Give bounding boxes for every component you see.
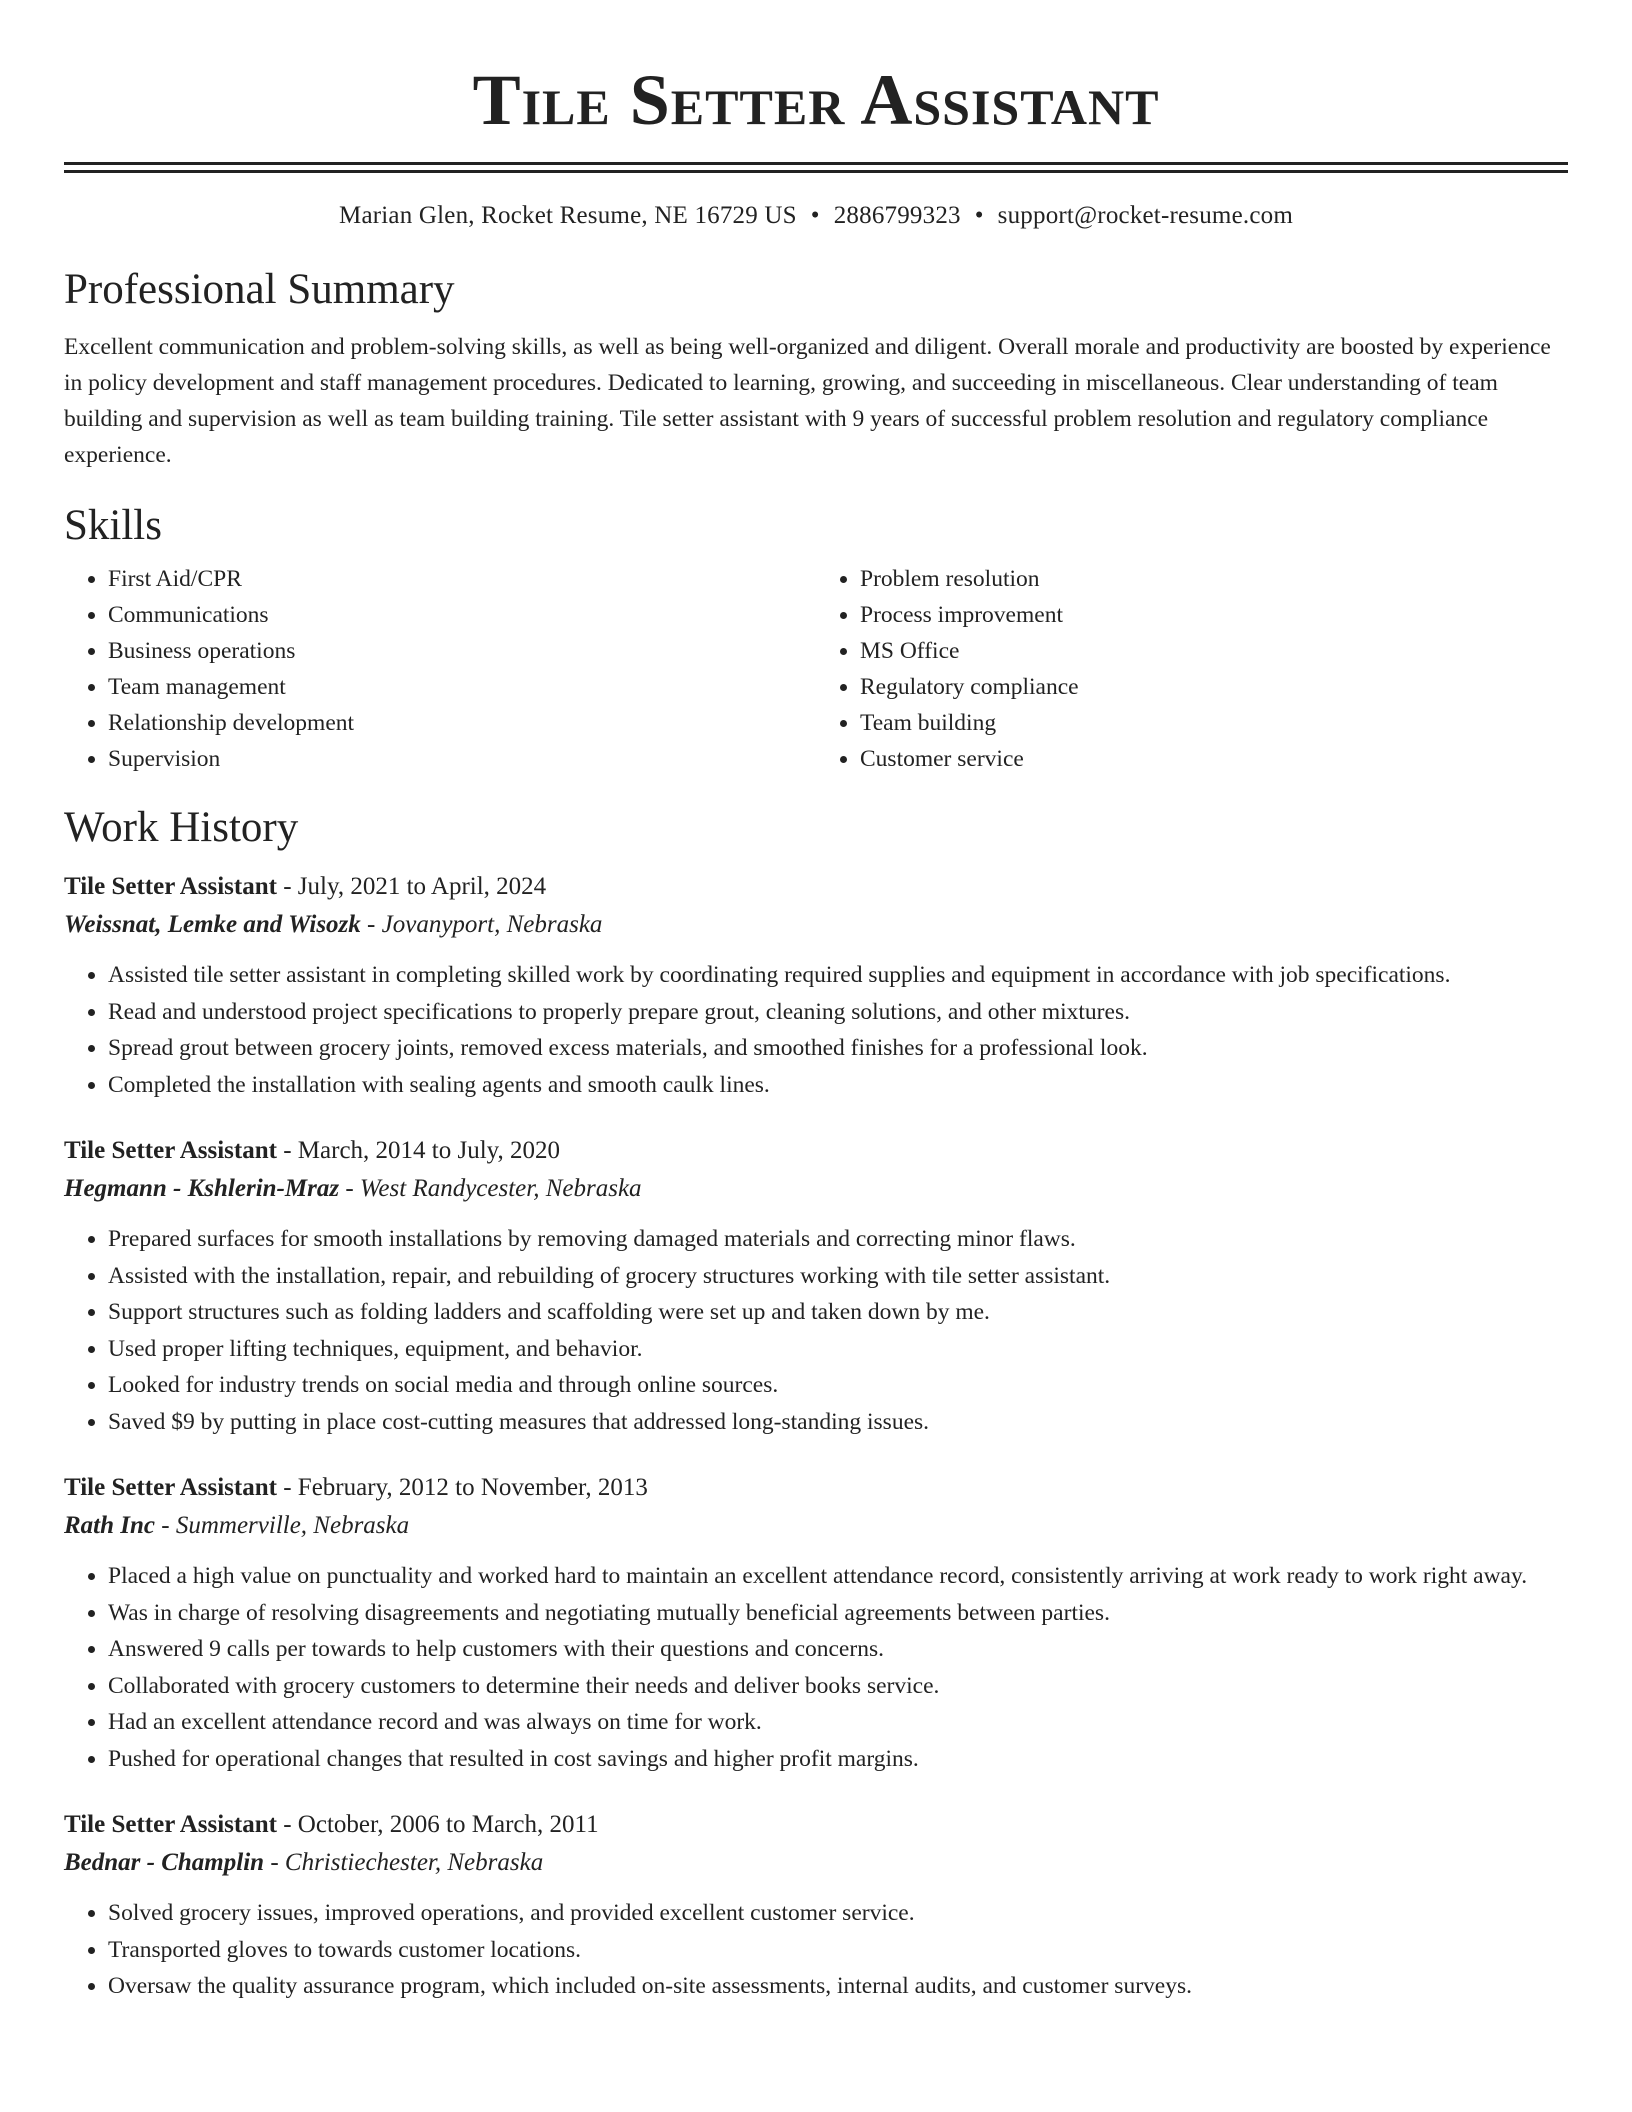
skill-item: • Team management (108, 669, 816, 705)
job-bullet: • Used proper lifting techniques, equipment, and behavior. (108, 1331, 1568, 1368)
job-header (64, 869, 1568, 905)
job-role: Tile Setter Assistant (64, 1811, 277, 1838)
job-location: - West Randycester, Nebraska (339, 1175, 642, 1202)
skills-heading: Skills (64, 502, 162, 549)
job-company-line (64, 1843, 1568, 1883)
job-bullet: • Looked for industry trends on social media and through online sources. (108, 1367, 1568, 1404)
skill-item: • Communications (108, 597, 816, 633)
job-company: Bednar - Champlin (64, 1849, 265, 1876)
job-entry (64, 869, 1568, 1103)
skill-item: • Process improvement (860, 597, 1568, 633)
contact-email: support@rocket-resume.com (997, 202, 1293, 229)
job-bullets (64, 1558, 1568, 1777)
job-company-line (64, 1169, 1568, 1209)
job-role: Tile Setter Assistant (64, 873, 277, 900)
job-header (64, 1133, 1568, 1169)
job-bullet: • Prepared surfaces for smooth installations by removing damaged materials and correcting minor flaws. (108, 1221, 1568, 1258)
job-bullet: • Assisted tile setter assistant in completing skilled work by coordinating required supplies and equipment in accordance with job specifications. (108, 957, 1568, 994)
job-entry (64, 1470, 1568, 1777)
job-bullet: • Pushed for operational changes that resulted in cost savings and higher profit margins. (108, 1741, 1568, 1778)
skill-item: • Business operations (108, 633, 816, 669)
skill-item: • Customer service (860, 741, 1568, 777)
contact-phone: 2886799323 (833, 202, 961, 229)
job-company: Weissnat, Lemke and Wisozk (64, 911, 361, 938)
summary-heading: Professional Summary (64, 266, 455, 313)
job-entry (64, 1133, 1568, 1440)
job-role: Tile Setter Assistant (64, 1474, 277, 1501)
skill-item: • Relationship development (108, 705, 816, 741)
job-bullet: • Oversaw the quality assurance program, which included on-site assessments, internal audits, and customer surveys. (108, 1968, 1568, 2005)
job-company: Hegmann - Kshlerin-Mraz (64, 1175, 340, 1202)
job-entry (64, 1807, 1568, 2005)
job-dates: - March, 2014 to July, 2020 (276, 1137, 561, 1164)
job-company: Rath Inc (64, 1512, 156, 1539)
contact-separator: • (974, 202, 984, 229)
job-location: - Christiechester, Nebraska (264, 1849, 544, 1876)
contact-line (64, 199, 1568, 233)
job-bullets (64, 1895, 1568, 2005)
skills-list-right (816, 561, 1568, 777)
job-location: - Jovanyport, Nebraska (360, 911, 603, 938)
job-bullets (64, 957, 1568, 1103)
job-bullet: • Read and understood project specifications to properly prepare grout, cleaning solutions, and other mixtures. (108, 994, 1568, 1031)
skill-item: • Team building (860, 705, 1568, 741)
skill-item: • Regulatory compliance (860, 669, 1568, 705)
skill-item: • First Aid/CPR (108, 561, 816, 597)
skill-item: • MS Office (860, 633, 1568, 669)
skills-list-left (64, 561, 816, 777)
job-bullet: • Had an excellent attendance record and was always on time for work. (108, 1704, 1568, 1741)
job-role: Tile Setter Assistant (64, 1137, 277, 1164)
job-bullet: • Was in charge of resolving disagreements and negotiating mutually beneficial agreements between parties. (108, 1595, 1568, 1632)
job-bullet: • Completed the installation with sealing agents and smooth caulk lines. (108, 1067, 1568, 1104)
job-bullet: • Assisted with the installation, repair, and rebuilding of grocery structures working with tile setter assistant. (108, 1258, 1568, 1295)
title-double-rule (64, 162, 1568, 173)
job-dates: - October, 2006 to March, 2011 (276, 1811, 599, 1838)
job-header (64, 1807, 1568, 1843)
job-location: - Summerville, Nebraska (155, 1512, 410, 1539)
skills-columns (64, 561, 1568, 777)
job-bullet: • Answered 9 calls per towards to help customers with their questions and concerns. (108, 1631, 1568, 1668)
job-dates: - February, 2012 to November, 2013 (276, 1474, 648, 1501)
job-dates: - July, 2021 to April, 2024 (276, 873, 547, 900)
contact-separator: • (810, 202, 820, 229)
skill-item: • Problem resolution (860, 561, 1568, 597)
skill-item: • Supervision (108, 741, 816, 777)
job-bullets (64, 1221, 1568, 1440)
job-bullet: • Spread grout between grocery joints, removed excess materials, and smoothed finishes for a professional look. (108, 1030, 1568, 1067)
job-bullet: • Collaborated with grocery customers to determine their needs and deliver books service. (108, 1668, 1568, 1705)
job-header (64, 1470, 1568, 1506)
job-company-line (64, 1506, 1568, 1546)
job-bullet: • Placed a high value on punctuality and worked hard to maintain an excellent attendance record, consistently arriving at work ready to work right away. (108, 1558, 1568, 1595)
job-bullet: • Support structures such as folding ladders and scaffolding were set up and taken down by me. (108, 1294, 1568, 1331)
resume-title: Tile Setter Assistant (472, 60, 1160, 140)
summary-text: Excellent communication and problem-solving skills, as well as being well-organized and diligent. Overall morale and productivity are boosted by experience in policy development and staff management procedures. Dedicated to learning, growing, and succeeding in miscellaneous. Clear understanding of team building and supervision as well as team building training. Tile setter assistant with 9 years of successful problem resolution and regulatory compliance experience. (64, 334, 1551, 468)
job-bullet: • Solved grocery issues, improved operations, and provided excellent customer service. (108, 1895, 1568, 1932)
work-history-heading: Work History (64, 804, 299, 851)
job-bullet: • Saved $9 by putting in place cost-cutting measures that addressed long-standing issues. (108, 1404, 1568, 1441)
job-company-line (64, 905, 1568, 945)
contact-address: Marian Glen, Rocket Resume, NE 16729 US (339, 202, 797, 229)
job-bullet: • Transported gloves to towards customer locations. (108, 1932, 1568, 1969)
